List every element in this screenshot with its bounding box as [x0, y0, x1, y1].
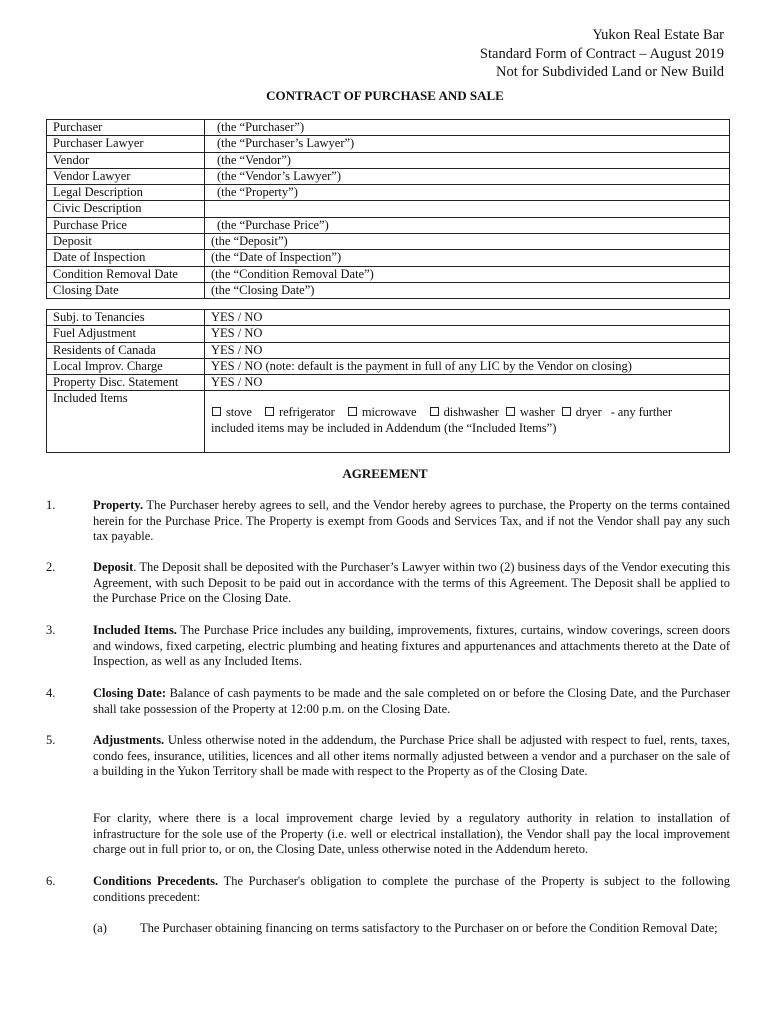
row-label: Subj. to Tenancies — [47, 310, 205, 326]
row-value[interactable]: (the “Vendor’s Lawyer”) — [205, 168, 730, 184]
row-value[interactable]: (the “Purchaser’s Lawyer”) — [205, 136, 730, 152]
table-row — [47, 266, 730, 282]
clause-heading: Closing Date: — [93, 686, 167, 700]
row-label: Date of Inspection — [47, 250, 205, 266]
stove-label: stove — [226, 405, 252, 420]
clause-text: For clarity, where there is a local improvement charge levied by a regulatory authority in relation to installation of infrastructure for the sole use of the Property (i.e. well or electrical installation), the Vendor shall pay the local improvement charge out in full prior to, or on, the Closing Date, unless otherwise noted in the Addendum hereto. — [93, 811, 730, 856]
row-label: Vendor — [47, 152, 205, 168]
document-header — [480, 26, 724, 82]
table-row — [47, 136, 730, 152]
parties-table — [46, 119, 730, 299]
yes-no-choice[interactable]: YES / NO — [205, 326, 730, 342]
dryer-label: dryer — [575, 405, 602, 420]
washer-label: washer — [519, 405, 555, 420]
yes-no-choice[interactable]: YES / NO — [205, 342, 730, 358]
clause-6 — [46, 874, 730, 905]
row-value[interactable]: (the “Closing Date”) — [205, 282, 730, 298]
subclause-a — [93, 921, 730, 937]
clause-heading: Included Items. — [93, 623, 177, 637]
table-row — [47, 282, 730, 298]
clause-number: 3. — [46, 623, 56, 637]
row-label: Civic Description — [47, 201, 205, 217]
table-row — [47, 152, 730, 168]
row-label: Fuel Adjustment — [47, 326, 205, 342]
header-line-3: Not for Subdivided Land or New Build — [496, 64, 724, 80]
clause-heading: Property. — [93, 498, 144, 512]
row-label: Condition Removal Date — [47, 266, 205, 282]
clause-4 — [46, 686, 730, 717]
yes-no-choice[interactable]: YES / NO — [205, 310, 730, 326]
included-items-cell — [205, 391, 730, 453]
clause-3 — [46, 623, 730, 670]
table-row — [47, 201, 730, 217]
row-label: Purchaser — [47, 120, 205, 136]
clause-text: The Purchaser's obligation to complete the purchase of the Property is subject to the following conditions precedent: — [93, 874, 731, 904]
washer-checkbox[interactable] — [506, 407, 515, 416]
subclause-number: (a) — [93, 921, 107, 935]
table-row — [47, 391, 730, 453]
table-row — [47, 250, 730, 266]
dishwasher-checkbox[interactable] — [430, 407, 439, 416]
table-row — [47, 168, 730, 184]
dishwasher-label: dishwasher — [443, 405, 499, 420]
yes-no-choice[interactable]: YES / NO — [205, 375, 730, 391]
clause-heading: Conditions Precedents. — [93, 874, 219, 888]
agreement-heading: AGREEMENT — [342, 466, 428, 481]
row-value[interactable]: (the “Property”) — [205, 185, 730, 201]
subclause-text: The Purchaser obtaining financing on terms satisfactory to the Purchaser on or before the Condition Removal Date; — [140, 921, 718, 935]
microwave-label: microwave — [361, 405, 417, 420]
clause-5-clarification — [46, 811, 730, 858]
row-label: Deposit — [47, 234, 205, 250]
refrigerator-checkbox[interactable] — [265, 407, 274, 416]
row-value[interactable]: (the “Purchase Price”) — [205, 217, 730, 233]
clause-text: Unless otherwise noted in the addendum, the Purchase Price shall be adjusted with respect to fuel, rents, taxes, condo fees, insurance, utilities, licences and all other items normally adjusted between a vendor and a purchaser on the sale of a building in the Yukon Territory shall be made with respect to the Property as of the Closing Date. — [93, 733, 730, 778]
row-label: Included Items — [47, 391, 205, 453]
table-row — [47, 310, 730, 326]
clause-text: The Purchase Price includes any building, improvements, fixtures, curtains, window coverings, screen doors and windows, fixed carpeting, electric plumbing and heating fixtures and appurtenances and attachments thereto at the Date of Inspection, as well as any Included Items. — [93, 623, 731, 668]
row-label: Closing Date — [47, 282, 205, 298]
table-row — [47, 375, 730, 391]
clause-number: 4. — [46, 686, 56, 700]
clause-2 — [46, 560, 730, 607]
clause-text: Balance of cash payments to be made and the sale completed on or before the Closing Date, and the Purchaser shall take possession of the Property at 12:00 p.m. on the Closing Date. — [93, 686, 730, 716]
row-value[interactable]: (the “Condition Removal Date”) — [205, 266, 730, 282]
row-label: Property Disc. Statement — [47, 375, 205, 391]
options-table — [46, 309, 730, 453]
included-items-note-tail: - any further — [610, 405, 672, 420]
table-row — [47, 358, 730, 374]
refrigerator-label: refrigerator — [279, 405, 335, 420]
table-row — [47, 217, 730, 233]
row-value[interactable]: (the “Purchaser”) — [205, 120, 730, 136]
contract-title: CONTRACT OF PURCHASE AND SALE — [266, 88, 504, 103]
row-label: Local Improv. Charge — [47, 358, 205, 374]
clause-heading: Adjustments. — [93, 733, 165, 747]
clause-5 — [46, 733, 730, 780]
table-row — [47, 326, 730, 342]
table-row — [47, 120, 730, 136]
row-value[interactable]: (the “Deposit”) — [205, 234, 730, 250]
table-row — [47, 342, 730, 358]
table-row — [47, 185, 730, 201]
row-label: Vendor Lawyer — [47, 168, 205, 184]
clause-heading: Deposit — [93, 560, 134, 574]
stove-checkbox[interactable] — [212, 407, 221, 416]
header-line-2: Standard Form of Contract – August 2019 — [479, 45, 724, 62]
microwave-checkbox[interactable] — [348, 407, 357, 416]
row-label: Purchaser Lawyer — [47, 136, 205, 152]
clause-number: 6. — [46, 874, 56, 888]
row-label: Residents of Canada — [47, 342, 205, 358]
row-value[interactable] — [205, 201, 730, 217]
included-items-note: included items may be included in Addendum (the “Included Items”) — [211, 420, 557, 435]
dryer-checkbox[interactable] — [562, 407, 571, 416]
row-value[interactable]: (the “Date of Inspection”) — [205, 250, 730, 266]
header-line-1: Yukon Real Estate Bar — [592, 27, 724, 43]
row-label: Purchase Price — [47, 217, 205, 233]
clause-number: 1. — [46, 498, 56, 512]
table-row — [47, 234, 730, 250]
clause-number: 2. — [46, 560, 56, 574]
clause-number: 5. — [46, 733, 56, 747]
row-label: Legal Description — [47, 185, 205, 201]
clause-1 — [46, 498, 730, 545]
yes-no-choice[interactable]: YES / NO (note: default is the payment in full of any LIC by the Vendor on closing) — [205, 358, 730, 374]
clause-text: . The Deposit shall be deposited with the Purchaser’s Lawyer within two (2) business days of the Vendor executing this Agreement, with such Deposit to be paid out in accordance with the terms of this Agreement. The Deposit shall be applied to the Purchase Price on the Closing Date. — [93, 560, 730, 605]
clause-text: The Purchaser hereby agrees to sell, and the Vendor hereby agrees to purchase, the Property on the terms contained herein for the Purchase Price. The Property is exempt from Goods and Services Tax, and if not the Vendor shall pay any such tax payable. — [93, 498, 730, 543]
row-value[interactable]: (the “Vendor”) — [205, 152, 730, 168]
